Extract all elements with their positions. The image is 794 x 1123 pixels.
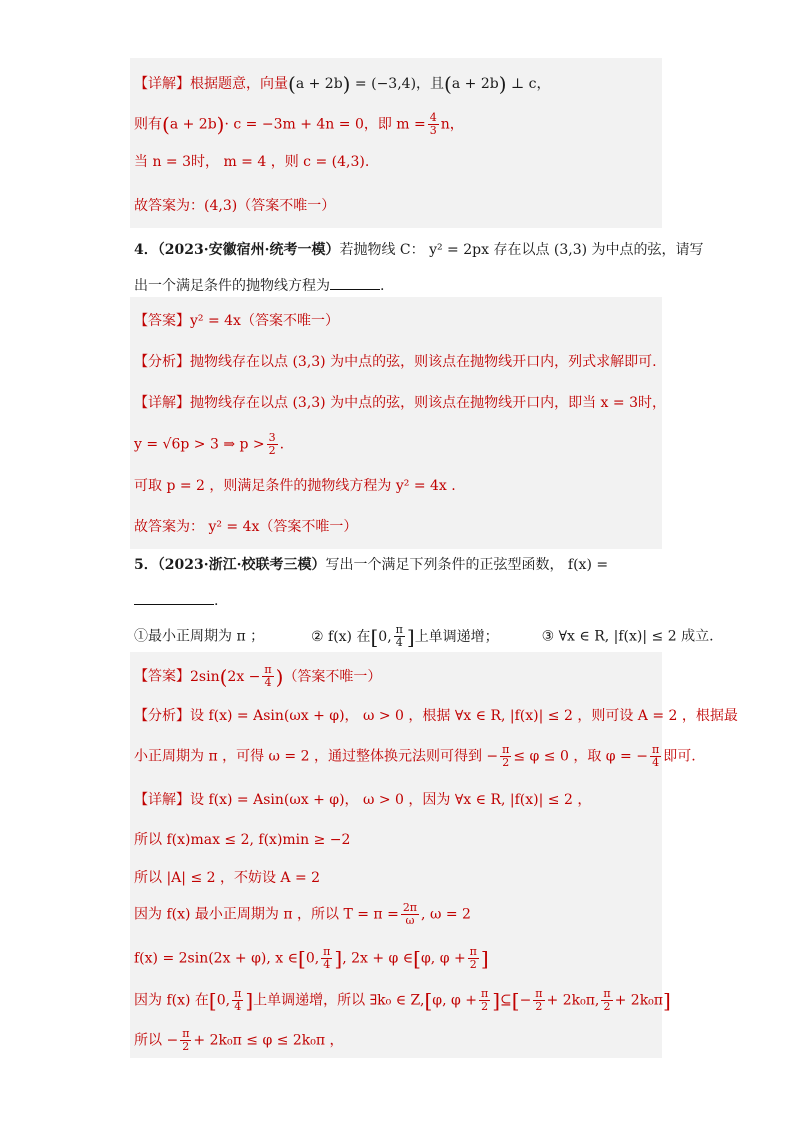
answer-blank [134, 590, 214, 605]
analysis-line-2: 小正周期为 π ，可得 ω = 2 ，通过整体换元法则可得到 − $\frac{\pi}{2}$ ≤ φ ≤ 0 ，取 φ = − $\frac{\pi}{4}$ 即可. [134, 743, 696, 769]
detail-line-2: 则有(a + 2b)· c = −3m + 4n = 0，即 m = $\frac{4}{3}$ n， [134, 111, 464, 137]
detail-line-2: y = √6p > 3 ⇒ p > $\frac{3}{2}$ . [134, 431, 285, 457]
question-4-line-2: 出一个满足条件的抛物线方程为 . [134, 275, 384, 296]
analysis-line-1: 【分析】设 f(x) = Asin(ωx + φ)， ω > 0 ，根据 ∀x ∈ R, |f(x)| ≤ 2 ，则可设 A = 2 ，根据最 [134, 708, 738, 724]
answer-line: 【答案】2sin(2x − $\frac{\pi}{4}$ )（答案不唯一） [134, 663, 382, 689]
detail-line-3: 可取 p = 2 ，则满足条件的抛物线方程为 y² = 4x . [134, 478, 456, 494]
analysis-line: 【分析】抛物线存在以点 (3,3) 为中点的弦，则该点在抛物线开口内，列式求解即可. [134, 354, 657, 370]
fraction: $\frac{4}{3}$ [429, 111, 437, 137]
condition-2: ② f(x) 在[0, $\frac{\pi}{4}$ ]上单调递增； [311, 623, 499, 649]
detail-line-4: 故答案为： y² = 4x（答案不唯一） [134, 519, 358, 535]
condition-3: ③ ∀x ∈ R, |f(x)| ≤ 2 成立. [541, 628, 714, 645]
detail-line-2: 所以 f(x)max ≤ 2, f(x)min ≥ −2 [134, 832, 351, 848]
answer-line: 【答案】y² = 4x（答案不唯一） [134, 313, 339, 329]
detail-line-4: 故答案为：(4,3)（答案不唯一） [134, 198, 336, 214]
question-source: （2023·安徽宿州·统考一模） [157, 242, 340, 258]
detail-tag: 【详解】 [134, 76, 190, 92]
answer-blank [330, 275, 380, 290]
detail-line-5: f(x) = 2sin(2x + φ), x ∈[0, $\frac{\pi}{4}$ ], 2x + φ ∈[φ, φ + $\frac{\pi}{2}$ ] [134, 945, 489, 971]
solution-panel-2 [130, 297, 662, 549]
fraction: $\frac{3}{2}$ [268, 431, 276, 457]
detail-line-3: 当 n = 3时， m = 4 ，则 c = (4,3). [134, 154, 370, 170]
detail-line-1: 【详解】抛物线存在以点 (3,3) 为中点的弦，则该点在抛物线开口内，即当 x = 3时， [134, 395, 666, 411]
question-5-conditions [134, 624, 714, 649]
question-5-line-1: 5．（2023·浙江·校联考三模）写出一个满足下列条件的正弦型函数， f(x) = [134, 557, 609, 573]
question-5-line-2: . [134, 590, 218, 611]
detail-line-1: 【详解】根据题意，向量(a + 2b) = (−3,4)，且(a + 2b) ⊥ c， [134, 72, 551, 96]
question-source: （2023·浙江·校联考三模） [157, 557, 326, 573]
question-4-line-1: 4．（2023·安徽宿州·统考一模）若抛物线 C： y² = 2px 存在以点 (3,3) 为中点的弦，请写 [134, 242, 704, 258]
detail-line-6: 因为 f(x) 在[0, $\frac{\pi}{4}$ ]上单调递增，所以 ∃k₀ ∈ Z,[φ, φ + $\frac{\pi}{2}$ ]⊆[− $\frac{\pi}{2}$ + 2k₀π, $\frac{\pi}{2}$ + 2k₀π] [134, 987, 671, 1013]
detail-line-1: 【详解】设 f(x) = Asin(ωx + φ)， ω > 0 ，因为 ∀x ∈ R, |f(x)| ≤ 2 ， [134, 792, 592, 808]
detail-line-3: 所以 |A| ≤ 2 ，不妨设 A = 2 [134, 870, 321, 886]
detail-line-4: 因为 f(x) 最小正周期为 π ，所以 T = π = $\frac{2\pi}{\omega}$ , ω = 2 [134, 901, 471, 927]
condition-1: ①最小正周期为 π ； [134, 628, 265, 645]
detail-line-7: 所以 − $\frac{\pi}{2}$ + 2k₀π ≤ φ ≤ 2k₀π ， [134, 1027, 344, 1053]
